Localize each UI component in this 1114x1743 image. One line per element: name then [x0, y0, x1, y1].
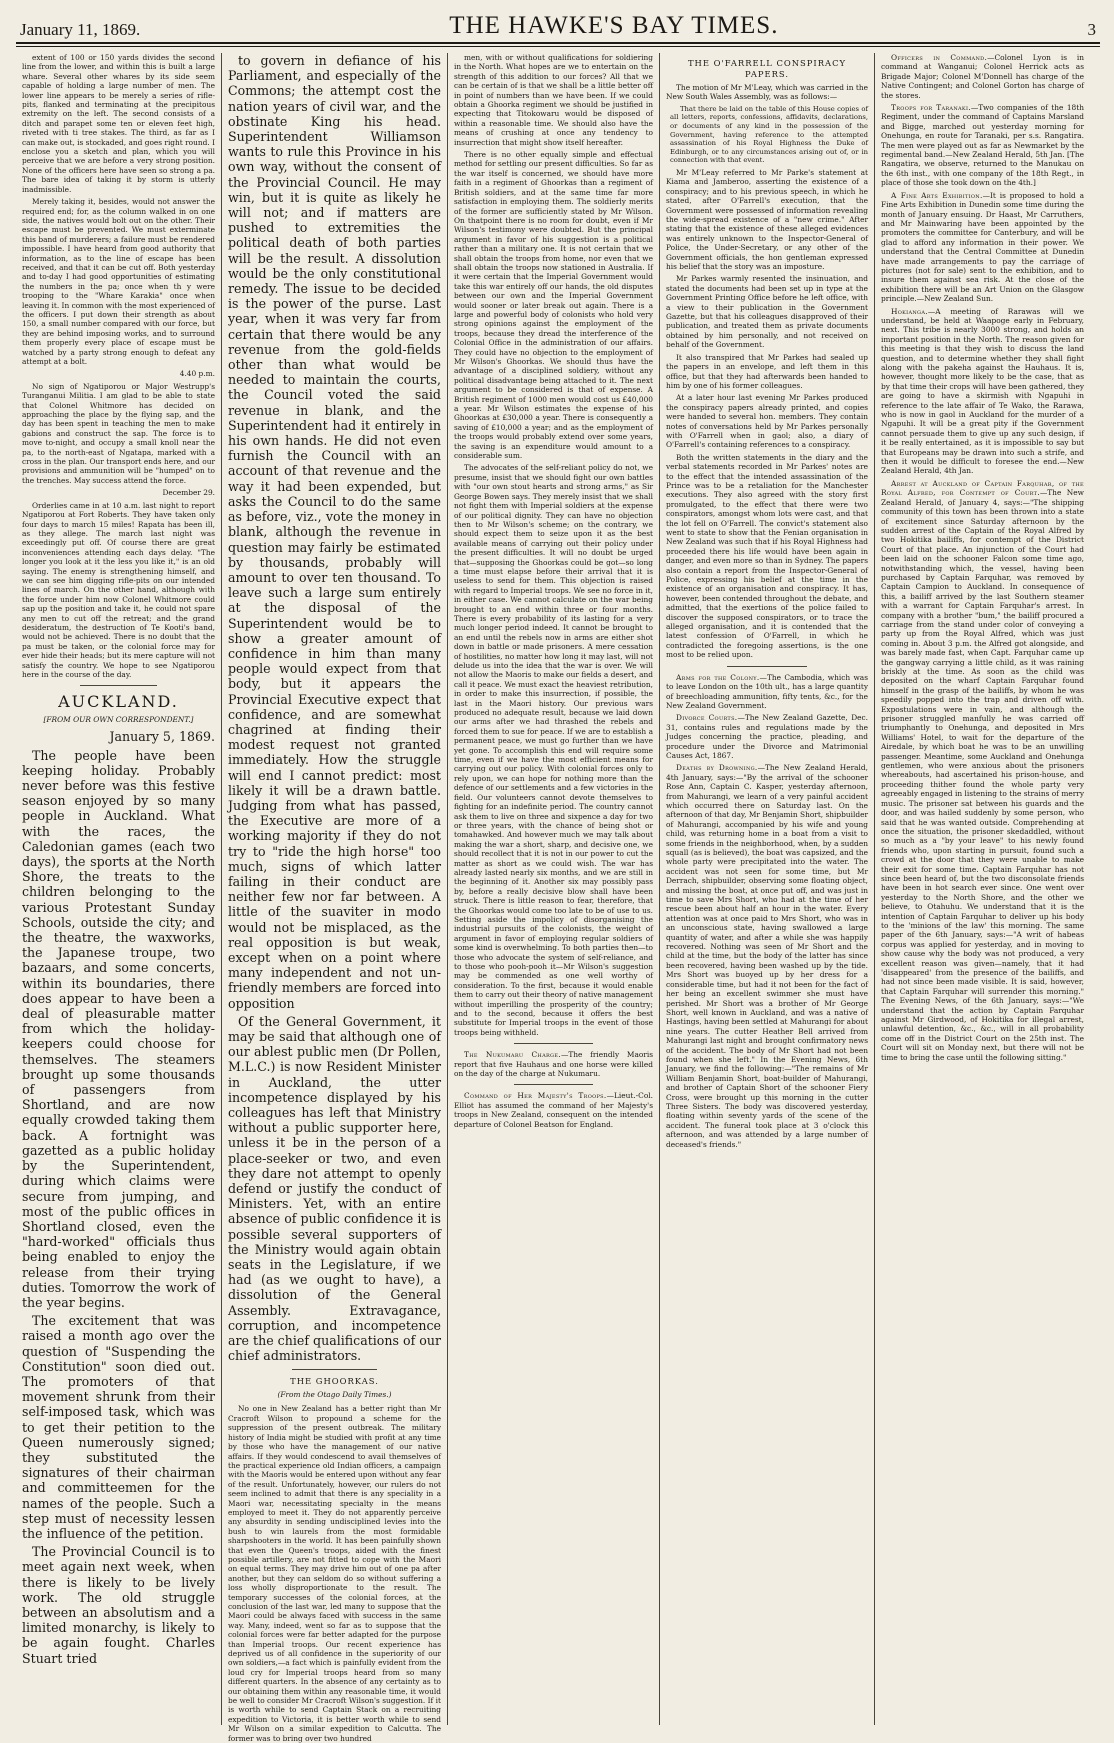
paragraph: men, with or without qualifications for soldiering in the North. What hopes are we to entertain on the strength of this addition to our forces? All that we can be certain of is that we shall be a little better off in point of numbers than we have been. If we could obtain a Ghoorka regiment we should be justified in expecting that Titokowaru would be disposed of within a reasonable time. We should also have the means of crushing at once any tendency to insurrection that might show itself hereafter.	[454, 53, 653, 147]
masthead-rule	[16, 46, 1100, 47]
news-item-heading: Arrest at Auckland of Captain Farquhar, of the Royal Alfred, for Contempt of Court.	[881, 478, 1084, 498]
newspaper-title: THE HAWKE'S BAY TIMES.	[449, 12, 779, 39]
news-item	[881, 479, 1084, 1062]
news-item-body: —The Cambodia, which was to leave London on the 10th ult., has a large quantity of breechloading ammunition, fifty tents, &c., for the New Zealand Government.	[666, 672, 868, 710]
news-item-body: —A meeting of Rarawas will we understand, be held at Waapoge early in February, next. This tribe is nearly 3000 strong, and holds an important position in the North. The reason given for this meeting is that they wish to discuss the land question, and to determine whether they shall fight along with the pakeha against the Hauhaus. It is, however, thought more likely to be the case, that as by that time their crops will have been gathered, they are going to have a skirmish with Ngapuhi in reference to the late affair of Te Wako, the Rarawa, who is now in gaol in Auckland for the murder of a Ngapuhi. It will be a great pity if the Government cannot persuade them to give up any such design, if it be really entertained, as it is impossible to say but that Europeans may be drawn into such a strife, and then it would be difficult to foresee the end.—New Zealand Herald, 4th Jan.	[881, 306, 1084, 476]
column-5	[875, 53, 1090, 1725]
news-item	[881, 307, 1084, 476]
page-number: 3	[1087, 20, 1096, 39]
paragraph: to govern in defiance of his Parliament, and especially of the Commons; the attempt cost the nation years of civil war, and the obstinate King his head. Superintendent Williamson wants to rule this Province in his own way, without the consent of the Provincial Council. He may win, but it is quite as likely he will not; and if matters are pushed to extremities the political death of both parties will be the result. A dissolution would be the only constitutional remedy. The issue to be decided is the power of the purse. Last year, when it was very far from certain that there would be any revenue from the gold-fields other than what would be needed to maintain the courts, the Council voted the said revenue in blank, and the Superintendent had it entirely in his own hands. He did not even furnish the Council with an account of that revenue and the way it had been expended, but asks the Council to do the same as before, viz., vote the money in blank, although the revenue in question may fairly be estimated by thousands, probably will amount to over ten thousand. To leave such a large sum entirely at the disposal of the Superintendent would be to show a greater amount of confidence in him than many people would expect from that body, but it appears the Provincial Executive expect that confidence, and are somewhat chagrined at finding their modest request not granted immediately. How the struggle will end I cannot predict: most likely it will be a drawn battle. Judging from what has passed, the Executive are more of a working majority if they do not try to "ride the high horse" too much, signs of which latter failing in their conduct are neither few nor far between. A little of the suaviter in modo would not be misplaced, as the real opposition is but weak, except when on a point where many independent and not un-friendly members are forced into opposition	[228, 53, 441, 1011]
section-heading: THE O'FARRELL CONSPIRACY PAPERS.	[687, 58, 847, 79]
time-stamp: 4.40 p.m.	[179, 369, 215, 379]
news-item	[881, 191, 1084, 304]
paragraph: Mr M'Leay referred to Mr Parke's statement at Kiama and Jamberoo, asserting the existence of a conspiracy; and to his previous speech, in which he stated, after O'Farrell's execution, that the Government were possessed of information revealing the wide-spread existence of a "new crime." After stating that the existence of these alleged evidences was entirely unknown to the Inspector-General of Police, the Under-Secretary, or any other of the Government officials, the hon gentleman expressed his belief that the story was an imposture.	[666, 167, 868, 272]
news-item	[454, 1091, 653, 1129]
section-divider	[292, 1369, 377, 1370]
section-subheading: [FROM OUR OWN CORRESPONDENT.]	[43, 715, 194, 725]
paragraph: At a later hour last evening Mr Parkes produced the conspiracy papers already printed, and copies were handed to several hon. members. They contain notes of conversations held by Mr Parkes personally with O'Farrell when in gaol; also, a diary of O'Farrell's containing references to a conspiracy.	[666, 393, 868, 450]
column-4	[660, 53, 875, 1725]
masthead	[16, 10, 1100, 44]
section-divider	[80, 685, 157, 686]
issue-date: January 11, 1869.	[20, 20, 141, 39]
paragraph: Merely taking it, besides, would not answer the required end; for, as the column walked in on one side, the natives would bolt out on the other. Their escape must be prevented. We must exterminate this band of murderers; a failure must be rendered impossible. I have heard from good authority that information, as to the line of escape has been received, and that it can be cut off. Both yesterday and to-day I had good opportunities of estimating the numbers in the pa; once when th y were trooping to the "Whare Karakia" once when leaving it. In common with the most experienced of the officers. I put down their strength as about 150, a small number compared with our force, but they are behind imposing works, and to surround them properly every place of escape must be watched by a party strong enough to defeat any attempt at a bolt.	[22, 197, 215, 366]
paragraph: extent of 100 or 150 yards divides the second line from the lower, and within this is built a large whare. Several other whares by its side seem capable of holding a large number of men. The lower line appears to be merely a series of rifle-pits, flanked and terminating at the precipitous extremity on the left. The second consists of a ditch and parapet some ten or eleven feet high, riveted with ti tree stakes. The third, as far as I can make out, is stockaded, and goes right round. I enclose you a sketch and plan, which you will perceive that we are before a very strong position. None of the officers here have seen so strong a pa. The bare idea of taking it by storm is utterly inadmissible.	[22, 53, 215, 194]
paragraph: Both the written statements in the diary and the verbal statements recorded in Mr Parkes' notes are to the effect that the intended assassination of the Prince was to be a retaliation for the Manchester executions. They also agreed with the story first promulgated, to the effect that there were two conspirators, amongst whom lots were cast, and that the lot fell on O'Farrell. The convict's statement also went to state to show that the Fenian organisation in New Zealand was such that if his Royal Highness had proceeded there his life would have been again in danger, and even more so than in Sydney. The papers also contain a report from the Inspector-General of Police, expressing his belief at the time in the existence of an organisation and conspiracy. It has, however, been contended throughout the debate, and admitted, that the exertions of the police failed to discover the supposed conspirators, or to trace the alleged organisation, and it is contended that the latest confession of O'Farrell, in which he contradicted the foregoing assertions, is the one most to be relied upon.	[666, 452, 868, 660]
paragraph: It also transpired that Mr Parkes had sealed up the papers in an envelope, and left them in this office, but that they had afterwards been handed to him by one of his former colleagues.	[666, 352, 868, 390]
paragraph: Orderlies came in at 10 a.m. last night to report Ngatiporou at Fort Roberts. They have taken only four days to march 15 miles! Rapata has been ill, as they allege. The march last night was exceedingly put off. Of course there are great inconveniences attending each days delay. "The longer you look at it the less you like it," is an old saying. The enemy is strengthening himself, and we can see him digging rifle-pits on our intended lines of march. On the other hand, although with the force under him now Colonel Whitmore could sap up the position and take it, he could not spare any men to cut off the retreat; and the grand desideratum, the destruction of Te Kooti's band, would not be achieved. There is no doubt that the pa must be taken, or the colonial force may for ever hide their heads; but its mere capture will not satisfy the country. We hope to see Ngatiporou here in the course of the day.	[22, 500, 215, 679]
section-heading: AUCKLAND.	[58, 692, 179, 712]
columns	[16, 53, 1100, 1743]
news-item	[454, 1050, 653, 1078]
section-divider	[514, 1084, 594, 1085]
paragraph: The excitement that was raised a month ago over the question of "Suspending the Constitution" soon died out. The promoters of that movement shrunk from their self-imposed task, which was to get their petition to the Queen numerously signed; they substituted the signatures of their chairman and committeemen for the names of the people. Such a step must of necessity lessen the influence of the petition.	[22, 1313, 215, 1541]
news-item	[666, 673, 868, 711]
paragraph: No sign of Ngatiporou or Major Westrupp's Turanganui Militia. I am glad to be able to state that Colonel Whitmore has decided on approaching the place by the flying sap, and the day has been spent in teaching the men to make gabions and construct the sap. The force is to move to-night, and occupy a small knoll near the pa, to the north-east of Ngatapa, marked with a cross in the plan. Our transport ends here, and our provisions and ammunition will be "humped" on to the trenches. May success attend the force.	[22, 381, 215, 485]
section-heading: THE GHOORKAS.	[290, 1376, 379, 1387]
section-subheading: (From the Otago Daily Times.)	[277, 1390, 392, 1400]
news-item-heading: Command of Her Majesty's Troops.	[464, 1091, 607, 1101]
news-item-body: —Colonel Lyon is in command at Wanganui; Colonel Herrick acts as Brigade Major; Colonel M'Donnell has charge of the Native Contingent; and Colonel Gorton has charge of the stores.	[881, 53, 1084, 100]
paragraph: No one in New Zealand has a better right than Mr Cracroft Wilson to propound a scheme for the suppression of the present outbreak. The military history of India might be studied with profit at any time by those who have the management of our native affairs. If they would condescend to avail themselves of the practical experience old Indian officers, a campaign with the Maoris would be entered upon without any fear of the result. Unfortunately, however, our rulers do not seem inclined to admit that there is any speciality in a Maori war, necessitating specialty in the means employed to meet it. They do not apparently perceive any absurdity in sending undisciplined levies into the bush to win laurels from the most formidable sharpshooters in the world. It has been painfully shown that even the Queen's troops, aided with the finest possible artillery, are not fitted to cope with the Maori on equal terms. They may drive him out of one pa after another, but they can seldom do so without suffering a loss wholly disproportionate to the result. The temporary successes of the colonial forces, at the conclusion of the last war, led many to suppose that the Maori could be always faced with success in the same way. Many, indeed, went so far as to suppose that the colonial forces were far better adapted for the purpose than Imperial troops. Our recent experience has deprived us of all confidence in the superiority of our own soldiers,—a fact which is painfully evident from the loud cry for Imperial troops heard from so many different quarters. In the absence of any certainty as to our obtaining them within any reasonable time, it would be well to consider Mr Cracroft Wilson's suggestion. If it is worth while to send Captain Stack on a recruiting expedition to Victoria, it is better worth while to send Mr Wilson on a similar expedition to Calcutta. The former was to bring over two hundred	[228, 1404, 441, 1743]
news-item-body: —The New Zealand Gazette, Dec. 31, contains rules and regulations made by the Judges concerning the practice, pleading, and procedure under the Divorce and Matrimonial Causes Act, 1867.	[666, 713, 868, 760]
news-item-body: —The friendly Maoris report that five Hauhaus and one horse were killed on the day of the charge at Nukumaru.	[454, 1050, 653, 1079]
news-item	[666, 713, 868, 760]
paragraph: Of the General Government, it may be said that although one of our ablest public men (Dr Pollen, M.L.C.) is now Resident Minister in Auckland, the utter incompetence displayed by his colleagues has left that Ministry without a public supporter here, unless it be in the person of a place-seeker or two, and even they dare not attempt to openly defend or justify the conduct of Ministers. Yet, with an entire absence of public confidence it is possible several supporters of the Ministry would again obtain seats in the Legislature, if we had (as we ought to have), a dissolution of the General Assembly. Extravagance, corruption, and incompetence are the chief qualifications of our chief administrators.	[228, 1013, 441, 1364]
paragraph: The advocates of the self-reliant policy do not, we presume, insist that we should fight our own battles with "our own stout hearts and strong arms," as Sir George Bowen says. They merely insist that we shall not fight them with Imperial soldiers at the expense of our political dignity. They can have no objection then to Mr Wilson's scheme; on the contrary, we should expect them to seize upon it as the best available means of carrying out their policy under the present difficulties. It will no doubt be urged that—supposing the Ghoorkas could be got—so long a time must elapse before their arrival that it is useless to send for them. This objection is raised with regard to Imperial troops. We see no force in it, in either case. We cannot calculate on the war being brought to an end within three or four months. There is every probability of its lasting for a very much longer period indeed. It cannot be brought to an end until the rebels now in arms are either shot down in battle or made prisoners. A mere cessation of hostilities, no matter how long it may last, will not delude us into the idea that the war is over. We will not allow the Maoris to make our fields a desert, and call it peace. We must exact the heaviest retribution, in order to make this insurrection, if possible, the last in the Maori history. Our previous wars produced no adequate result, because we laid down our arms after we had thrashed the rebels and forced them to sue for peace. If we are to establish a permanent peace, we must go further than we have yet gone. To accomplish this end will require some time, even if we have the most efficient means for carrying out our policy. With colonial forces only to rely upon, we can hope for nothing more than the defence of our settlements and a few victories in the field. Our volunteers cannot devote themselves to fighting for an indefinite period. The country cannot ask them to live on three and sixpence a day for two or three years, with the chance of being shot or tomahawked. And however much we may talk about making the war a short, sharp, and decisive one, we should recollect that it is not in our power to cut the matter as short as we could wish. The war has already lasted nearly six months, and we are still in the beginning of it. Another six may possibly pass by, before a really decisive blow shall have been struck. There is little reason to fear, therefore, that the Ghoorkas would come too late to be of use to us. Setting aside the impolicy of disorganising the industrial pursuits of the colonists, the weight of argument in favor of employing regular soldiers of some kind is overwhelming. To both parties then—to those who advocate the system of self-reliance, and to those who pooh-pooh it—Mr Wilson's suggestion may be commended as one well worthy of consideration. To the first, because it would enable them to carry out their theory of native management without imperilling the prosperity of the country; and to the second, because it offers the best substitute for Imperial troops in the event of those troops being withheld.	[454, 463, 653, 1037]
news-item	[666, 763, 868, 1149]
news-item-body: —It is proposed to hold a Fine Arts Exhibition in Dunedin some time during the month of January ensuing. Dr Haast, Mr Carruthers, and Mr Mainwaring have been appointed by the promoters the committee for Canterbury, and will be glad to afford any information in their power. We understand that the Central Committee at Dunedin have made arrangements to pay the carriage of pictures (not for sale) sent to the exhibition, and to insure them against sea risk. At the close of the exhibition there will be an Art Union on the Glasgow principle.—New Zealand Sun.	[881, 190, 1084, 304]
news-item-heading: Troops for Taranaki.	[891, 103, 971, 113]
paragraph: The motion of Mr M'Leay, which was carried in the New South Wales Assembly, was as follows:—	[666, 83, 868, 102]
column-3	[448, 53, 660, 1725]
news-item-heading: A Fine Arts Exhibition.	[891, 190, 983, 200]
dateline: December 29.	[162, 488, 215, 498]
news-item-heading: Divorce Courts.	[676, 713, 738, 723]
paragraph: Mr Parkes warmly resented the insinuation, and stated the documents had been set up in type at the Government Printing Office before he left office, with a view to their publication in the Government Gazette, but that his colleagues disapproved of their publication, and treated them as private documents obtained by him personally, and not received on behalf of the Government.	[666, 274, 868, 350]
news-item-heading: Hokianga.	[891, 306, 928, 316]
news-item-heading: The Nukumaru Charge.	[464, 1050, 561, 1060]
section-divider	[514, 1043, 594, 1044]
news-item-heading: Deaths by Drowning.	[676, 763, 758, 773]
news-item-heading: Arms for the Colony.	[676, 672, 760, 682]
paragraph: The Provincial Council is to meet again next week, when there is likely to be lively work. The old struggle between an absolutism and a limited monarchy, is likely to be again fought. Charles Stuart tried	[22, 1544, 215, 1666]
news-item-heading: Officers in Command.	[891, 53, 988, 62]
column-2	[222, 53, 448, 1743]
column-1	[16, 53, 222, 1725]
dateline: January 5, 1869.	[109, 729, 215, 745]
quoted-motion: That there be laid on the table of this House copies of all letters, reports, confessions, affidavits, declarations, or documents of any kind in the possession of the Government, having reference to the attempted assassination of his Royal Highness the Duke of Edinburgh, or to any circumstances arising out of, or in connection with that event.	[670, 104, 868, 165]
news-item-body: —Two companies of the 18th Regiment, under the command of Captains Marsland and Bigge, marched out yesterday morning for Onehunga, en route for Taranaki, per s.s. Rangatira. The men were played out as far as Newmarket by the regimental band.—New Zealand Herald, 5th Jan. [The Rangatira, we observe, returned to the Manukau on the 6th inst., with one company of the 18th Regt., in place of those she took down on the 4th.]	[881, 103, 1084, 188]
news-item	[881, 53, 1084, 100]
paragraph: The people have been keeping holiday. Probably never before was this festive season enjoyed by so many people in Auckland. What with the races, the Caledonian games (each two days), the sports at the North Shore, the treats to the children belonging to the various Protestant Sunday Schools, outside the city; and the theatre, the waxworks, the Japanese troupe, two bazaars, and some concerts, within its boundaries, there does appear to have been a deal of pleasurable matter from which the holiday-keepers could choose for themselves. The steamers brought up some thousands of passengers from Shortland, and are now equally crowded taking them back. A fortnight was gazetted as a public holiday by the Superintendent, during which claims were secure from jumping, and most of the public offices in Shortland closed, even the "hard-worked" officials thus being enabled to enjoy the release from their trying duties. Tomorrow the work of the year begins.	[22, 747, 215, 1310]
news-item-body: —Lieut.-Col. Elliot has assumed the command of her Majesty's troops in New Zealand, consequent on the intended departure of Colonel Beatson for England.	[454, 1091, 653, 1129]
section-divider	[727, 666, 808, 667]
news-item-body: —The New Zealand Herald, 4th January, says:—"By the arrival of the schooner Rose Ann, Captain C. Kasper, yesterday afternoon, from Mahurangi, we learn of a very painful accident which occurred there on Saturday last. On the afternoon of that day, Mr Benjamin Short, shipbuilder of Mahurangi, accompanied by his wife and young child, was returning home in a boat from a visit to some friends in the neighborhood, when, by a sudden squall (as is believed), the boat was capsized, and the whole party were precipitated into the water. The accident was not seen for some time, but Mr Derrach, shipbuilder, observing some floating object, and missing the boat, at once put off, and was just in time to save Mrs Short, who had at the time of her rescue been about half an hour in the water. Every attention was at once paid to Mrs Short, who was in an unconscious state, having swallowed a large quantity of water, and after a while she was happily recovered. Nothing was seen of Mr Short and the child at the time, but the body of the latter has since been recovered, having been washed up by the tide. Mrs Short was buoyed up by her dress for a considerable time, but had it not been for the fact of her being an excellent swimmer she must have perished. Mr Short was a brother of Mr George Short, well known in Auckland, and was a native of Hastings, having been settled at Mahurangi for about nine years. The cutter Heather Bell arrived from Mahurangi last night and brought confirmatory news of the accident. The body of Mr Short had not been found when she left." In the Evening News, 6th January, we find the following:—"The remains of Mr William Benjamin Short, boat-builder of Mahurangi, and brother of Captain Short of the schooner Fiery Cross, were brought up this morning in the cutter Three Sisters. The body was discovered yesterday, floating within seventy yards of the scene of the accident. The funeral took place at 3 o'clock this afternoon, and was attended by a large number of deceased's friends."	[666, 763, 868, 1149]
paragraph: There is no other equally simple and effectual method for settling our present difficulties. So far as the war itself is concerned, we should have more faith in a regiment of Ghoorkas than a regiment of British soldiers, and at the same time far more satisfaction in employing them. The soldierly merits of the former are sufficiently stated by Mr Wilson. On thatpoint there is no room for doubt, even if Mr Wilson's testimony were doubted. But the principal argument in favor of his suggestion is a political rather than a military one. It is not certain that we shall obtain the troops from home, nor even that we shall obtain the troops now stationed in Australia. If it were certain that the Imperial Government would take this war entirely off our hands, the old disputes between our own and the Imperial Government would sooner or later break out again. There is a large and powerful body of colonists who hold very strong opinions against the employment of the troops, because they dread the interference of the Colonial Office in the administration of our affairs. They could have no objection to the employment of Mr Wilson's Ghoorkas. We should thus have the advantage of a disciplined soldiery, without any political disadvantage being attached to it. The next argument to be considered is that of expense. A British regiment of 1000 men would cost us £40,000 a year. Mr Wilson estimates the expense of his Ghoorkas at £30,000 a year. There is consequently a saving of £10,000 a year; and as the employment of the troops would probably extend over some years, the saving is an expenditure would amount to a considerable sum.	[454, 150, 653, 461]
news-item-body: —The New Zealand Herald, of January 4, says:—"The shipping community of this town has been thrown into a state of excitement since Saturday afternoon by the sudden arrest of the Captain of the Royal Alfred by two Hokitika bailiffs, for contempt of the District Court of that place. An injunction of the Court had been laid on the schooner Falcon some time ago, notwithstanding which, the vessel, having been purchased by Captain Farquhar, was removed by Captain Campion to Auckland. In consequence of this, a bailiff arrived by the last Southern steamer with a warrant for Captain Farquhar's arrest. In company with a brother "bum," the bailiff procured a carriage from the stand under color of conveying a party up from the Royal Alfred, which was just coming in. About 3 p.m. the Alfred got alongside, and was barely made fast, when Capt. Farquhar came up the gangway carrying a little child, as it was raining briskly at the time. As soon as the child was deposited on the wharf Captain Farquhar found himself in the grasp of the bailiffs, by whom he was speedily popped into the trap and driven off with. Expostulations were in vain, and although the prisoner struggled manfully he was carried off triumphantly to Onehunga, and deposited in Mrs Williams' Hotel, to wait for the departure of the Airedale, by which boat he was to be an unwilling passenger. Meantime, some Auckland and Onehunga gentlemen, who were anxious about the prisoners whereabouts, had ascertained his prison-house, and proceeding thither found the whole party very agreeably engaged in listening to the strains of merry music. The prisoner sat between his guards and the door, and was hailed suddenly by some person, who said that he was wanted outside. Comprehending at once the situation, the prisoner skedaddled, without so much as a "by your leave" to his newly found friends who, upon starting in pursuit, found such a crowd at the door that they were unable to make their exit for some time. Captain Farquhar has not since been heard of, but the two disconsolate friends have been in hot search ever since. One went over yesterday to the North Shore, and the other we believe, to Otahuhu. We understand that it is the intention of Captain Farquhar to deliver up his body to the 'minions of the law' this morning. The same paper of the 6th January, says:—"A writ of habeas corpus was applied for yesterday, and in moving to show cause why the body was not produced, a very excellent reason was given—namely, that it had 'disappeared' from the presence of the bailiffs, and had not since been made visible. It is said, however, that Captain Farquhar will surrender this morning." The Evening News, of the 6th January, says:—"We understand that the action by Captain Farquhar against Mr Girdwood, of Hokitika for illegal arrest, unlawful detention, &c., &c., will in all probability come off in the District Court on the 25th inst. The Court will sit on Monday next, but there will not be time to bring the case until the following sitting."	[881, 488, 1084, 1062]
news-item	[881, 103, 1084, 188]
